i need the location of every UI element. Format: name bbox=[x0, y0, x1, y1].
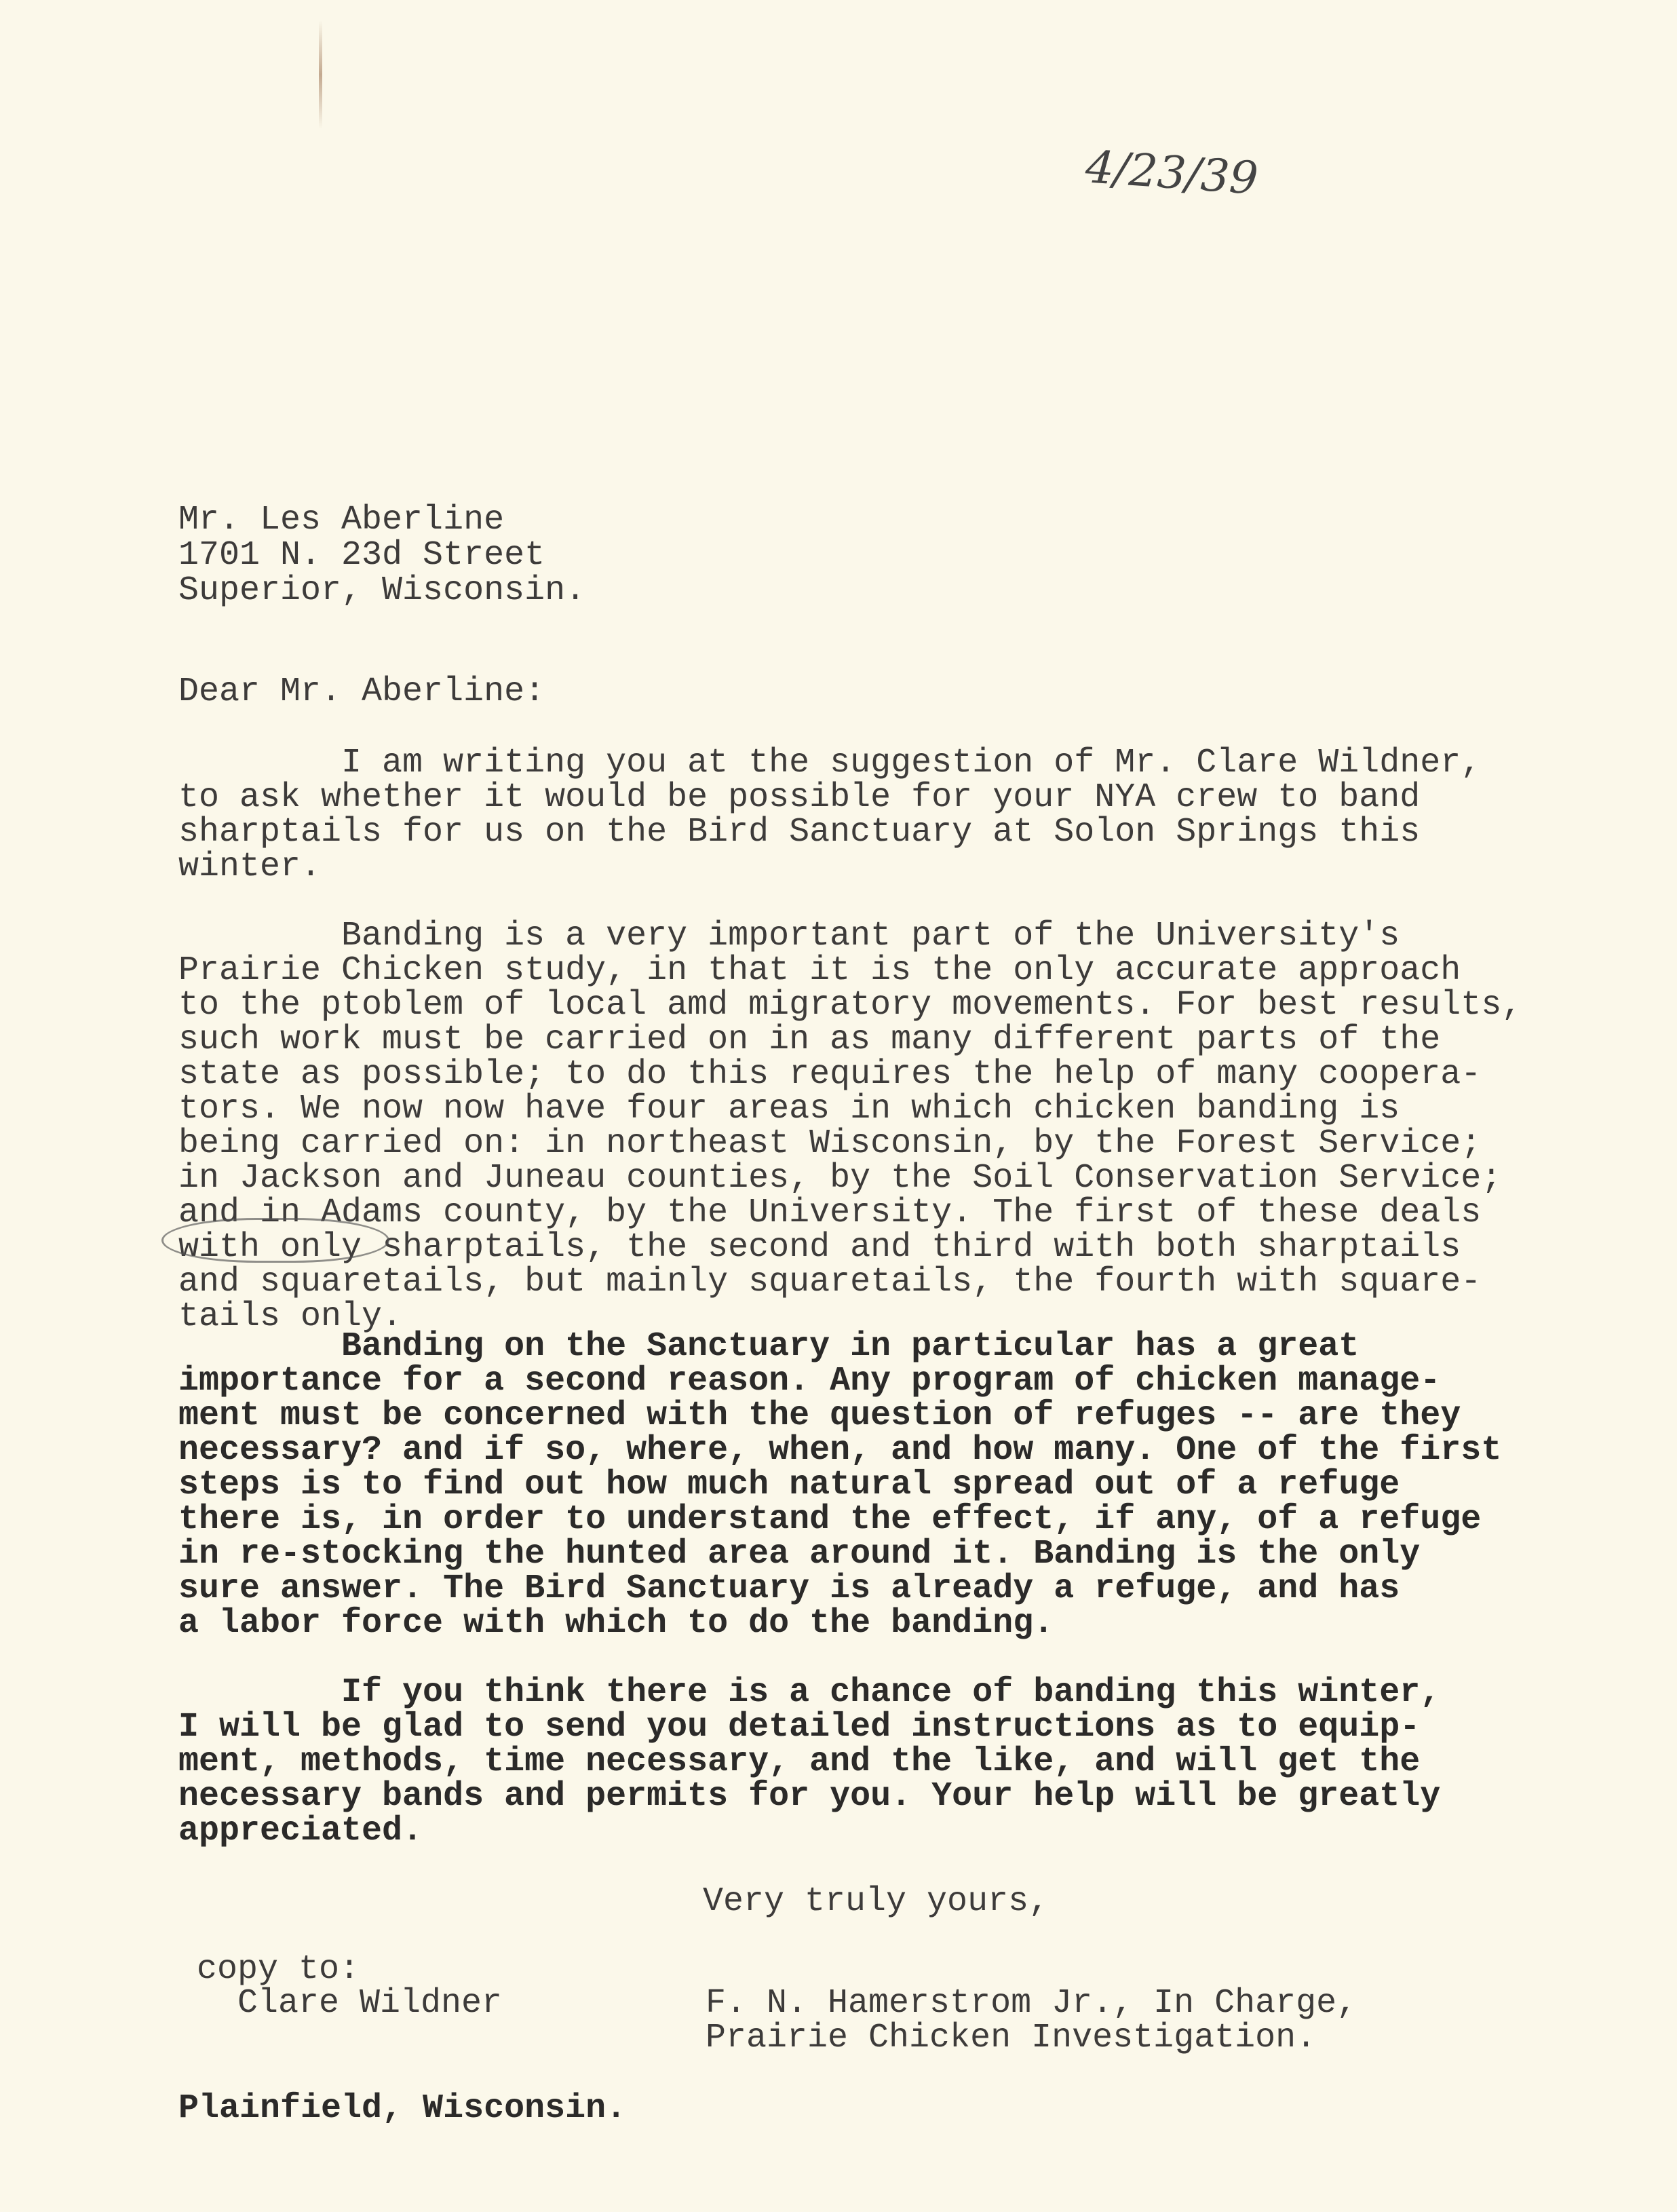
text-line: appreciated. bbox=[178, 1812, 423, 1850]
text-line: necessary bands and permits for you. Your help will be greatly bbox=[178, 1777, 1441, 1816]
text-line: I am writing you at the suggestion of Mr. Clare Wildner, bbox=[178, 744, 1482, 782]
text-line: tails only. bbox=[178, 1297, 403, 1336]
text-line: Banding is a very important part of the University's bbox=[178, 917, 1400, 955]
text-line: tors. We now now have four areas in which chicken banding is bbox=[178, 1090, 1400, 1128]
text-line: with only sharptails, the second and third with both sharptails bbox=[178, 1228, 1461, 1267]
recipient-address bbox=[178, 503, 585, 609]
text-line: and in Adams county, by the University. The first of these deals bbox=[178, 1194, 1482, 1232]
handwritten-date: 4/23/39 bbox=[1083, 140, 1260, 205]
paragraph-1 bbox=[178, 746, 1481, 885]
text-line: such work must be carried on in as many different parts of the bbox=[178, 1021, 1441, 1059]
paragraph-4 bbox=[178, 1673, 1441, 1850]
paragraph-2 bbox=[178, 919, 1522, 1335]
text-line: sharptails for us on the Bird Sanctuary at Solon Springs this bbox=[178, 813, 1421, 852]
text-line: in re-stocking the hunted area around it. Banding is the only bbox=[178, 1535, 1421, 1574]
text-line: there is, in order to understand the effect, if any, of a refuge bbox=[178, 1500, 1482, 1539]
text-line: necessary? and if so, where, when, and how many. One of the first bbox=[178, 1431, 1502, 1470]
salutation: Dear Mr. Aberline: bbox=[178, 672, 545, 711]
text-line: ment, methods, time necessary, and the like, and will get the bbox=[178, 1742, 1421, 1781]
copy-to-block bbox=[197, 1950, 503, 2023]
recipient-street: 1701 N. 23d Street bbox=[178, 536, 545, 575]
text-line: winter. bbox=[178, 847, 322, 886]
copy-name: Clare Wildner bbox=[237, 1984, 503, 2023]
footer-location: Plainfield, Wisconsin. bbox=[178, 2089, 627, 2128]
pencil-mark bbox=[319, 20, 322, 129]
recipient-city: Superior, Wisconsin. bbox=[178, 571, 586, 610]
text-line: being carried on: in northeast Wisconsin, by the Forest Service; bbox=[178, 1124, 1482, 1163]
text-line: a labor force with which to do the banding. bbox=[178, 1604, 1054, 1643]
text-line: importance for a second reason. Any program of chicken manage- bbox=[178, 1362, 1441, 1400]
text-line: If you think there is a chance of banding this winter, bbox=[178, 1673, 1441, 1712]
signature-line-2: Prairie Chicken Investigation. bbox=[706, 2019, 1317, 2057]
text-line: sure answer. The Bird Sanctuary is already a refuge, and has bbox=[178, 1569, 1400, 1608]
closing: Very truly yours, bbox=[703, 1882, 1049, 1921]
text-line: and squaretails, but mainly squaretails, the fourth with square- bbox=[178, 1263, 1482, 1301]
text-line: Prairie Chicken study, in that it is the only accurate approach bbox=[178, 951, 1461, 990]
text-line: Banding on the Sanctuary in particular has a great bbox=[178, 1327, 1360, 1366]
text-line: I will be glad to send you detailed instructions as to equip- bbox=[178, 1708, 1421, 1747]
copy-label: copy to: bbox=[197, 1950, 360, 1989]
paragraph-3 bbox=[178, 1327, 1502, 1643]
pencil-circle-mark bbox=[161, 1218, 389, 1263]
signature-block bbox=[706, 1984, 1357, 2057]
text-line: to the ptoblem of local amd migratory movements. For best results, bbox=[178, 986, 1522, 1025]
text-line: state as possible; to do this requires the help of many coopera- bbox=[178, 1055, 1482, 1094]
text-line: in Jackson and Juneau counties, by the Soil Conservation Service; bbox=[178, 1159, 1502, 1198]
text-line: to ask whether it would be possible for your NYA crew to band bbox=[178, 778, 1421, 817]
signature-line-1: F. N. Hamerstrom Jr., In Charge, bbox=[706, 1984, 1357, 2023]
text-line: steps is to find out how much natural spread out of a refuge bbox=[178, 1466, 1400, 1504]
text-line: ment must be concerned with the question of refuges -- are they bbox=[178, 1396, 1461, 1435]
recipient-name: Mr. Les Aberline bbox=[178, 501, 505, 539]
